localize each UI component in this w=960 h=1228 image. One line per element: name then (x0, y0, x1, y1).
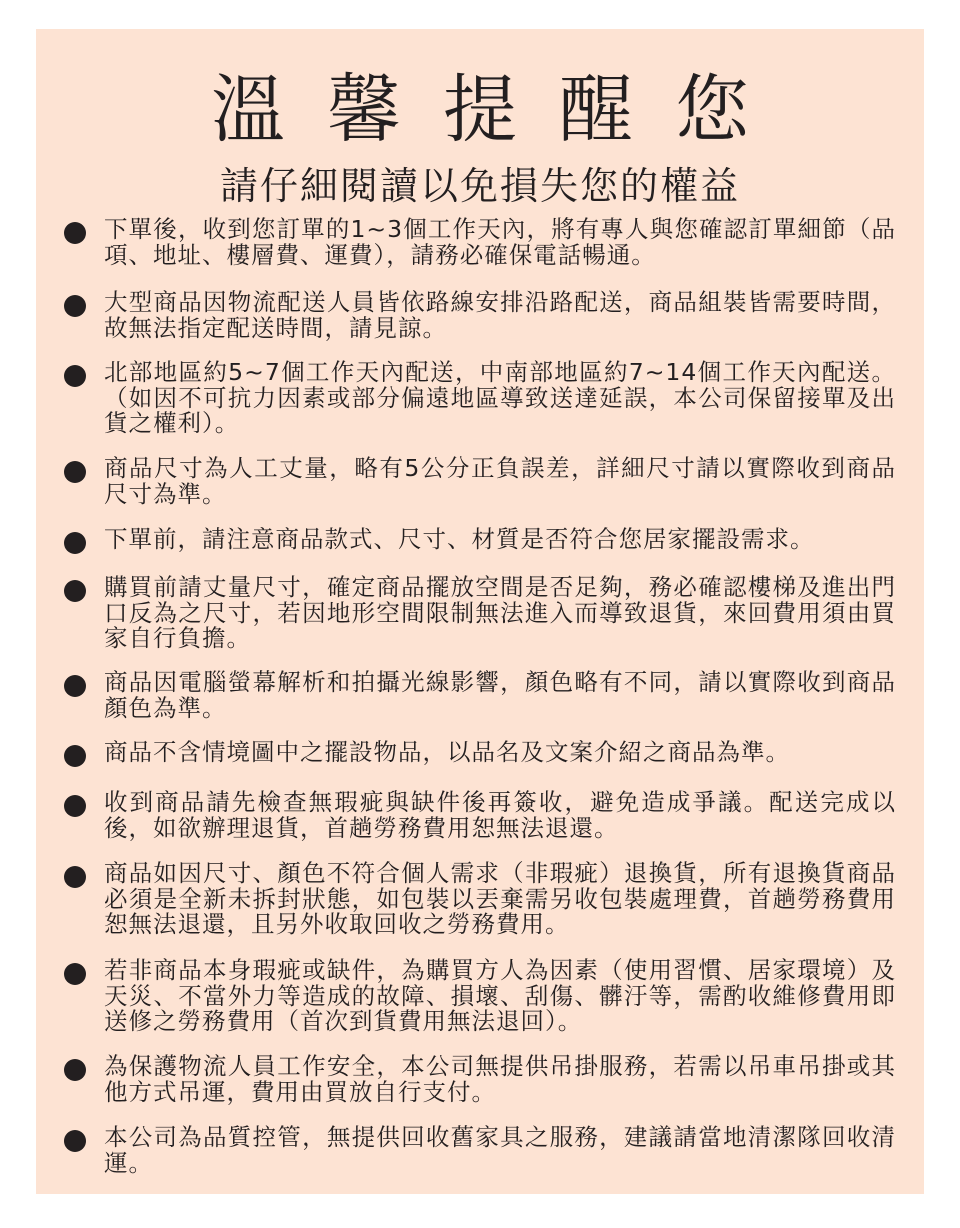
bullet-icon (64, 963, 86, 985)
notice-text: 商品如因尺寸、顏色不符合個人需求（非瑕疵）退換貨，所有退換貨商品必須是全新未拆封狀態，如包裝以丟棄需另收包裝處理費，首趟勞務費用恕無法退還，且另外收取回收之勞務費用。 (104, 859, 896, 938)
bullet-icon (64, 795, 86, 817)
notice-text: 本公司為品質控管，無提供回收舊家具之服務，建議請當地清潔隊回收清運。 (104, 1123, 896, 1177)
notice-text: 商品不含情境圖中之擺設物品，以品名及文案介紹之商品為準。 (104, 738, 790, 766)
notice-text: 下單前，請注意商品款式、尺寸、材質是否符合您居家擺設需求。 (104, 525, 815, 553)
bullet-icon (64, 461, 86, 483)
bullet-icon (64, 532, 86, 554)
bullet-icon (64, 365, 86, 387)
notice-text: 若非商品本身瑕疵或缺件，為購買方人為因素（使用習慣、居家環境）及天災、不當外力等造成的故障、損壞、刮傷、髒汙等，需酌收維修費用即送修之勞務費用（首次到貨費用無法退回）。 (104, 956, 896, 1035)
notice-text: 商品因電腦螢幕解析和拍攝光線影響，顏色略有不同，請以實際收到商品顏色為準。 (104, 668, 896, 722)
notice-text: 北部地區約5~7個工作天內配送，中南部地區約7~14個工作天內配送。（如因不可抗力因素或部分偏遠地區導致送達延誤，本公司保留接單及出貨之權利）。 (104, 358, 896, 437)
bullet-icon (64, 745, 86, 767)
notice-text: 下單後，收到您訂單的1~3個工作天內，將有專人與您確認訂單細節（品項、地址、樓層費、運費），請務必確保電話暢通。 (104, 215, 896, 269)
bullet-icon (64, 866, 86, 888)
bullet-icon (64, 1130, 86, 1152)
notice-text: 大型商品因物流配送人員皆依路線安排沿路配送，商品組裝皆需要時間，故無法指定配送時間，請見諒。 (104, 288, 896, 342)
page-subtitle: 請仔細閱讀以免損失您的權益 (219, 164, 740, 208)
bullet-icon (64, 675, 86, 697)
notice-text: 收到商品請先檢查無瑕疵與缺件後再簽收，避免造成爭議。配送完成以後，如欲辦理退貨，首趟勞務費用恕無法退還。 (104, 788, 896, 842)
notice-panel (36, 29, 924, 1194)
bullet-icon (64, 580, 86, 602)
bullet-icon (64, 1059, 86, 1081)
notice-text: 為保護物流人員工作安全，本公司無提供吊掛服務，若需以吊車吊掛或其他方式吊運，費用由買放自行支付。 (104, 1052, 896, 1106)
page-title: 溫馨提醒您 (211, 67, 791, 153)
notice-text: 購買前請丈量尺寸，確定商品擺放空間是否足夠，務必確認樓梯及進出門口反為之尺寸，若因地形空間限制無法進入而導致退貨，來回費用須由買家自行負擔。 (104, 573, 896, 652)
bullet-icon (64, 222, 86, 244)
bullet-icon (64, 295, 86, 317)
notice-text: 商品尺寸為人工丈量，略有5公分正負誤差，詳細尺寸請以實際收到商品尺寸為準。 (104, 454, 896, 508)
